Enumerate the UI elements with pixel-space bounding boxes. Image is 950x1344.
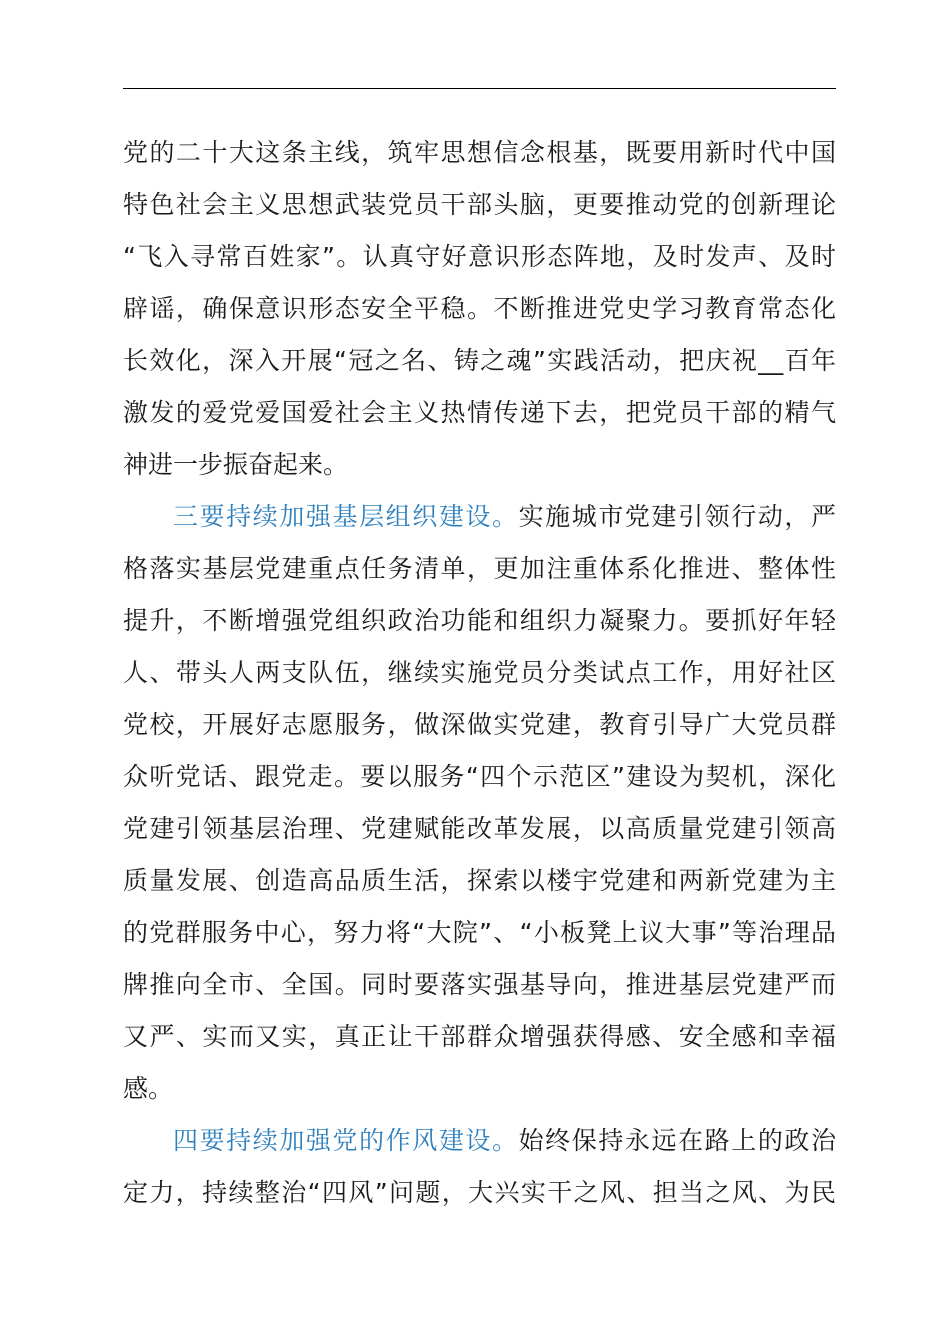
paragraph-text: 始终保持永远在路上的政治 — [518, 1126, 836, 1155]
header-rule — [123, 88, 836, 89]
section-heading: 四要持续加强党的作风建设。 — [173, 1126, 519, 1155]
paragraph-line: “飞入寻常百姓家”。认真守好意识形态阵地，及时发声、及时 — [123, 242, 836, 271]
paragraph-first-line — [123, 491, 836, 543]
paragraph-line: 神进一步振奋起来。 — [123, 450, 349, 479]
paragraph-2 — [123, 491, 836, 1115]
section-heading: 三要持续加强基层组织建设。 — [173, 502, 519, 531]
paragraph-text: 实施城市党建引领行动，严 — [518, 502, 836, 531]
paragraph-line: 激发的爱党爱国爱社会主义热情传递下去，把党员干部的精气 — [123, 398, 836, 427]
paragraph-1 — [123, 127, 836, 491]
paragraph-line: 质量发展、创造高品质生活，探索以楼宇党建和两新党建为主 — [123, 866, 836, 895]
paragraph-line: 党的二十大这条主线，筑牢思想信念根基，既要用新时代中国 — [123, 138, 836, 167]
paragraph-line: 的党群服务中心，努力将“大院”、“小板凳上议大事”等治理品 — [123, 918, 836, 947]
paragraph-line: 党建引领基层治理、党建赋能改革发展，以高质量党建引领高 — [123, 814, 836, 843]
paragraph-line: 牌推向全市、全国。同时要落实强基导向，推进基层党建严而 — [123, 970, 836, 999]
paragraph-line: 定力，持续整治“四风”问题，大兴实干之风、担当之风、为民 — [123, 1178, 836, 1207]
paragraph-line: 辟谣，确保意识形态安全平稳。不断推进党史学习教育常态化 — [123, 294, 836, 323]
paragraph-line: 人、带头人两支队伍，继续实施党员分类试点工作，用好社区 — [123, 658, 836, 687]
paragraph-line: 长效化，深入开展“冠之名、铸之魂”实践活动，把庆祝__百年 — [123, 346, 836, 375]
paragraph-line: 又严、实而又实，真正让干部群众增强获得感、安全感和幸福 — [123, 1022, 836, 1051]
paragraph-line: 特色社会主义思想武装党员干部头脑，更要推动党的创新理论 — [123, 190, 836, 219]
paragraph-first-line — [123, 1115, 836, 1167]
paragraph-3 — [123, 1115, 836, 1219]
paragraph-line: 提升，不断增强党组织政治功能和组织力凝聚力。要抓好年轻 — [123, 606, 836, 635]
paragraph-line: 感。 — [123, 1074, 174, 1103]
paragraph-line: 格落实基层党建重点任务清单，更加注重体系化推进、整体性 — [123, 554, 836, 583]
paragraph-line: 众听党话、跟党走。要以服务“四个示范区”建设为契机，深化 — [123, 762, 836, 791]
paragraph-line: 党校，开展好志愿服务，做深做实党建，教育引导广大党员群 — [123, 710, 836, 739]
